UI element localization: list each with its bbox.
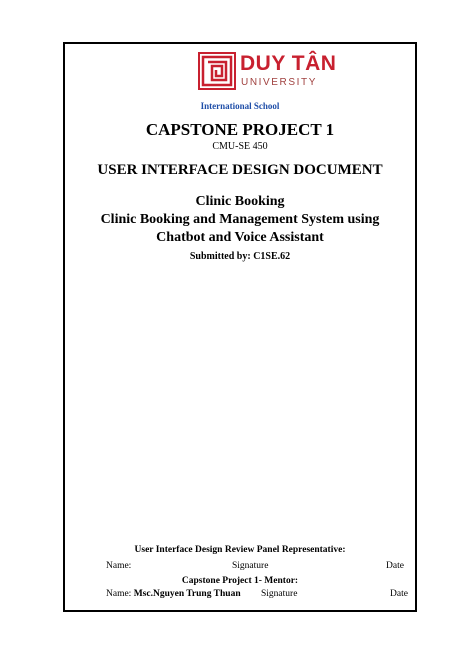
document-title: USER INTERFACE DESIGN DOCUMENT	[97, 162, 383, 178]
project-name-line: Clinic Booking and Management System using	[100, 212, 380, 227]
course-code: CMU-SE 450	[212, 141, 268, 152]
mentor-heading: Capstone Project 1- Mentor:	[181, 576, 299, 586]
school-name: International School	[200, 101, 280, 111]
mentor-signature-label: Signature	[261, 589, 298, 599]
panel-signature-label: Signature	[232, 561, 269, 571]
review-panel-heading: User Interface Design Review Panel Representative:	[134, 545, 346, 555]
project-name-line: Clinic Booking	[195, 194, 285, 209]
project-title: CAPSTONE PROJECT 1	[145, 120, 335, 139]
project-name-line: Chatbot and Voice Assistant	[156, 230, 324, 245]
mentor-name-label: Name:	[106, 589, 132, 599]
submitted-by: Submitted by: C1SE.62	[189, 251, 291, 262]
university-logo	[198, 52, 337, 92]
mentor-name-value: Msc.Nguyen Trung Thuan	[133, 589, 241, 599]
university-emblem-icon	[198, 52, 236, 90]
panel-date-label: Date	[386, 561, 404, 571]
university-subtitle: UNIVERSITY	[241, 77, 318, 88]
mentor-name-row	[106, 589, 241, 599]
mentor-date-label: Date	[390, 589, 408, 599]
university-name: DUY TÂN	[240, 52, 337, 75]
panel-name-label: Name:	[106, 561, 132, 571]
